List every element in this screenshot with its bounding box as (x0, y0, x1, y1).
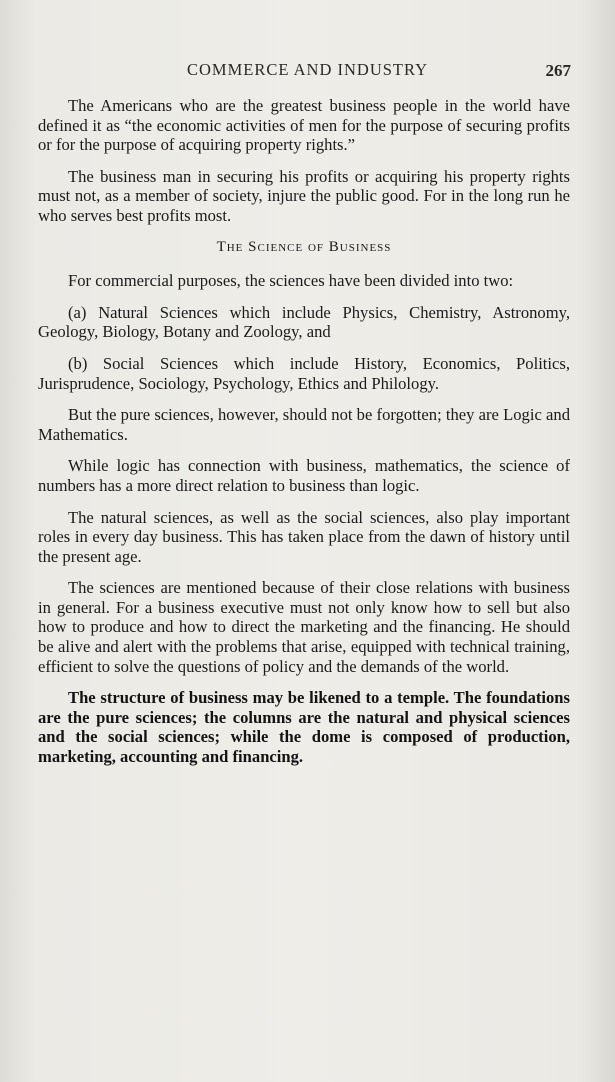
paragraph: The structure of business may be likened to a temple. The foundations are the pure sciences; the columns are the natural and physical sciences and the social sciences; while the dome is composed of production, marketing, accounting and financing. (38, 688, 570, 767)
paragraph: (b) Social Sciences which include History, Economics, Politics, Jurisprudence, Sociology, Psychology, Ethics and Philology. (38, 353, 570, 393)
page-number: 267 (545, 61, 571, 80)
paragraph: The business man in securing his profits or acquiring his property rights must not, as a member of society, injure the public good. For in the long run he who serves best profits most. (38, 166, 570, 225)
paragraph: For commercial purposes, the sciences have been divided into two: (68, 271, 514, 291)
section-heading: The Science of Business (216, 238, 392, 255)
body-text (38, 96, 570, 779)
running-head: COMMERCE AND INDUSTRY (186, 60, 429, 79)
paragraph: The Americans who are the greatest business people in the world have defined it as “the economic activities of men for the purpose of securing profits or for the purpose of acquiring property rights.” (38, 96, 570, 155)
paragraph: The natural sciences, as well as the social sciences, also play important roles in every day business. This has taken place from the dawn of history until the present age. (38, 507, 570, 566)
paragraph: (a) Natural Sciences which include Physics, Chemistry, Astronomy, Geology, Biology, Botany and Zoology, and (38, 302, 570, 342)
paragraph: But the pure sciences, however, should not be forgotten; they are Logic and Mathematics. (38, 405, 570, 444)
paragraph: While logic has connection with business, mathematics, the science of numbers has a more direct relation to business than logic. (38, 456, 570, 495)
paragraph: The sciences are mentioned because of their close relations with business in general. For a business executive must not only know how to sell but also how to produce and how to direct the marketing and the financing. He should be alive and alert with the problems that arise, equipped with technical training, efficient to solve the questions of policy and the demands of the world. (38, 578, 570, 676)
page-header (0, 60, 615, 84)
